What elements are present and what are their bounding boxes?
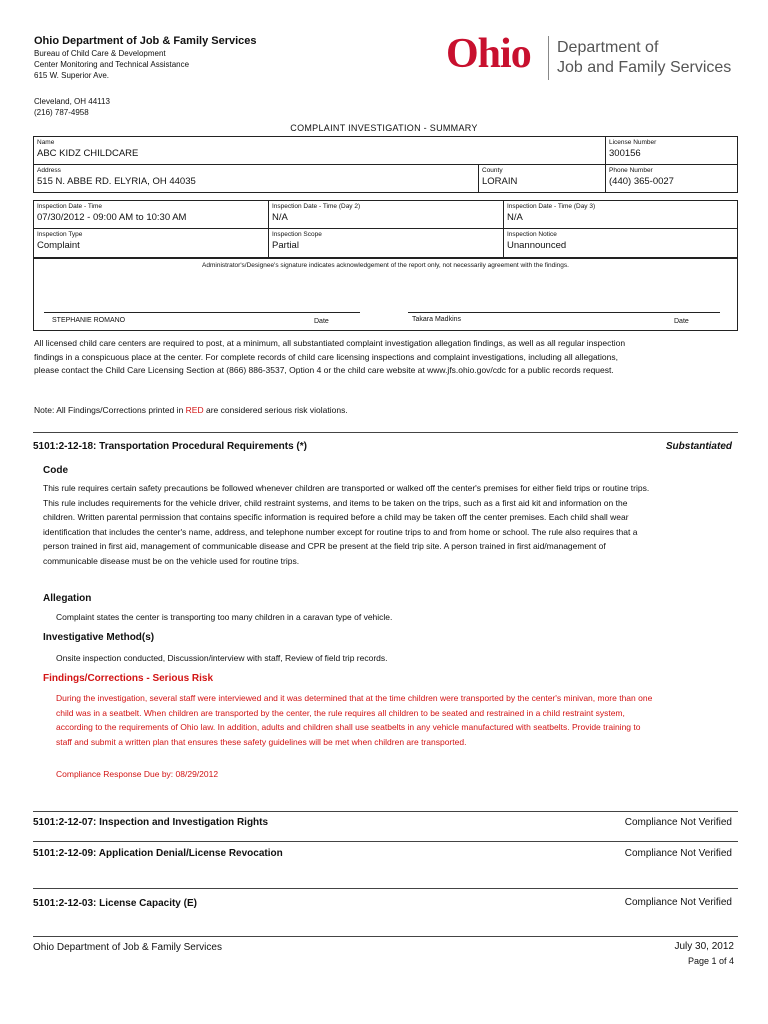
note-text-pre: Note: All Findings/Corrections printed in: [34, 405, 186, 415]
facility-name: ABC KIDZ CHILDCARE: [37, 148, 139, 159]
logo-dept-line1: Department of: [557, 39, 659, 56]
agency-name: Ohio Department of Job & Family Services: [34, 35, 257, 47]
agency-city: Cleveland, OH 44113: [34, 97, 110, 106]
note-text-red: RED: [185, 405, 204, 415]
footer-date: July 30, 2012: [674, 941, 734, 952]
inspection-scope-label: Inspection Scope: [272, 231, 322, 238]
county-cell: [479, 165, 606, 193]
inspector-date-label: Date: [674, 318, 689, 325]
inspection-notice-label: Inspection Notice: [507, 231, 557, 238]
inspection-day3: N/A: [507, 212, 523, 223]
footer-divider: [33, 936, 738, 937]
inspection-type-cell: [34, 229, 269, 258]
rule4-code: 5101:2-12-03: [33, 898, 94, 909]
inspection-date: 07/30/2012 - 09:00 AM to 10:30 AM: [37, 212, 187, 223]
rule3-divider: [33, 841, 738, 842]
note-text-post: are considered serious risk violations.: [203, 405, 348, 415]
facility-address: 515 N. ABBE RD. ELYRIA, OH 44035: [37, 176, 196, 187]
red-note: [34, 405, 348, 415]
method-heading: Investigative Method(s): [43, 632, 155, 643]
code-heading: Code: [43, 465, 68, 476]
footer-org: Ohio Department of Job & Family Services: [33, 942, 222, 953]
rule1-heading: [33, 441, 307, 452]
county-value: LORAIN: [482, 176, 518, 187]
ohio-logo: Ohio: [446, 31, 531, 77]
rule3-title: : Application Denial/License Revocation: [93, 848, 283, 859]
rule2-code: 5101:2-12-07: [33, 817, 94, 828]
license-number: 300156: [609, 148, 641, 159]
address-cell: [34, 165, 479, 193]
facility-name-cell: [34, 137, 606, 165]
license-cell: [606, 137, 738, 165]
phone-value: (440) 365-0027: [609, 176, 674, 187]
inspection-scope-cell: [269, 229, 504, 258]
inspection-day2: N/A: [272, 212, 288, 223]
logo-dept-line2: Job and Family Services: [557, 59, 732, 76]
document-title: COMPLAINT INVESTIGATION - SUMMARY: [290, 123, 478, 133]
rule4-status: Compliance Not Verified: [624, 897, 732, 908]
rule3-code: 5101:2-12-09: [33, 848, 94, 859]
inspection-notice: Unannounced: [507, 240, 567, 251]
address-label: Address: [37, 167, 61, 174]
rule1-title: : Transportation Procedural Requirements (*): [93, 441, 307, 452]
signature-statement: Administrator's/Designee's signature indicates acknowledgement of the report only, not necessarily agreement with the findings.: [202, 262, 569, 269]
logo-divider: [548, 36, 549, 80]
posting-requirements-text: All licensed child care centers are required to post, at a minimum, all substantiated complaint investigation allegation findings, as well as all regular inspection findings in a conspicuous place at the center. For complete records of child care licensing inspections and complaint investigations, including all allegations, please contact the Child Care Licensing Section at (866) 886-3537, Option 4 or the child care website at www.jfs.ohio.gov/cdc for a public records request.: [34, 338, 626, 375]
phone-cell: [606, 165, 738, 193]
facility-name-label: Name: [37, 139, 55, 146]
county-label: County: [482, 167, 503, 174]
inspection-scope: Partial: [272, 240, 299, 251]
code-text: This rule requires certain safety precautions be followed whenever children are transported or walked off the center's premises for either field trips or routine trips. This rule includes requirements for the vehicle driver, child restraint systems, and items to be taken on the trips, such as a first aid kit and information on the children. Written parental permission that contains specific information is required before a child may be taken off the center premises. Each child shall wear identification that includes the center's name, address, and telephone number except for routine trips to and from home or school. The rule also requires that a person trained in first aid, management of communicable disease and CPR be present at the field trip site. A person trained in first aid/management of communicable disease must be on the vehicle used for routine trips.: [43, 483, 650, 566]
agency-street: 615 W. Superior Ave.: [34, 71, 110, 80]
inspection-type: Complaint: [37, 240, 80, 251]
allegation-heading: Allegation: [43, 593, 92, 604]
inspection-type-label: Inspection Type: [37, 231, 83, 238]
facility-table: [33, 136, 738, 193]
rule1-code: 5101:2-12-18: [33, 441, 94, 452]
rule2-heading: [33, 817, 268, 828]
phone-label: Phone Number: [609, 167, 653, 174]
findings-heading: Findings/Corrections - Serious Risk: [43, 673, 214, 684]
compliance-due-date: Compliance Response Due by: 08/29/2012: [56, 769, 219, 779]
agency-bureau: Bureau of Child Care & Development: [34, 49, 166, 58]
inspection-day2-cell: [269, 201, 504, 229]
allegation-text: Complaint states the center is transporting too many children in a caravan type of vehicle.: [56, 612, 393, 622]
method-text: Onsite inspection conducted, Discussion/interview with staff, Review of field trip records.: [56, 653, 388, 663]
rule1-status: Substantiated: [665, 441, 732, 452]
inspection-notice-cell: [504, 229, 738, 258]
inspection-date-cell: [34, 201, 269, 229]
administrator-name: STEPHANIE ROMANO: [52, 317, 126, 324]
page-number: Page 1 of 4: [687, 956, 734, 966]
signature-line-inspector: [408, 312, 720, 313]
administrator-date-label: Date: [314, 318, 329, 325]
license-label: License Number: [609, 139, 657, 146]
rule4-divider: [33, 888, 738, 889]
rule4-title: : License Capacity (E): [93, 898, 197, 909]
inspection-day2-label: Inspection Date - Time (Day 2): [272, 203, 361, 210]
rule1-divider: [33, 432, 738, 433]
rule2-status: Compliance Not Verified: [624, 817, 732, 828]
rule3-status: Compliance Not Verified: [624, 848, 732, 859]
inspection-table: [33, 200, 738, 258]
inspection-day3-label: Inspection Date - Time (Day 3): [507, 203, 596, 210]
rule4-heading: [33, 898, 197, 909]
rule2-title: : Inspection and Investigation Rights: [93, 817, 269, 828]
inspection-day3-cell: [504, 201, 738, 229]
agency-section: Center Monitoring and Technical Assistance: [34, 60, 190, 69]
agency-phone: (216) 787-4958: [34, 108, 89, 117]
rule2-divider: [33, 811, 738, 812]
signature-line-admin: [44, 312, 360, 313]
inspector-name: Takara Madkins: [412, 316, 462, 323]
findings-text: During the investigation, several staff were interviewed and it was determined that at the time children were transported by the center's minivan, more than one child was in a seatbelt. When children are transported by the center, the rule requires all children to be seated and restrained in a child restraint system, according to the requirements of Ohio law. In addition, adults and children shall use seatbelts in any vehicle manufactured with seatbelts. Provide training to staff and submit a written plan that ensures these safety guidelines will be met when children are transported.: [56, 693, 653, 747]
rule3-heading: [33, 848, 283, 859]
inspection-date-label: Inspection Date - Time: [37, 203, 103, 210]
